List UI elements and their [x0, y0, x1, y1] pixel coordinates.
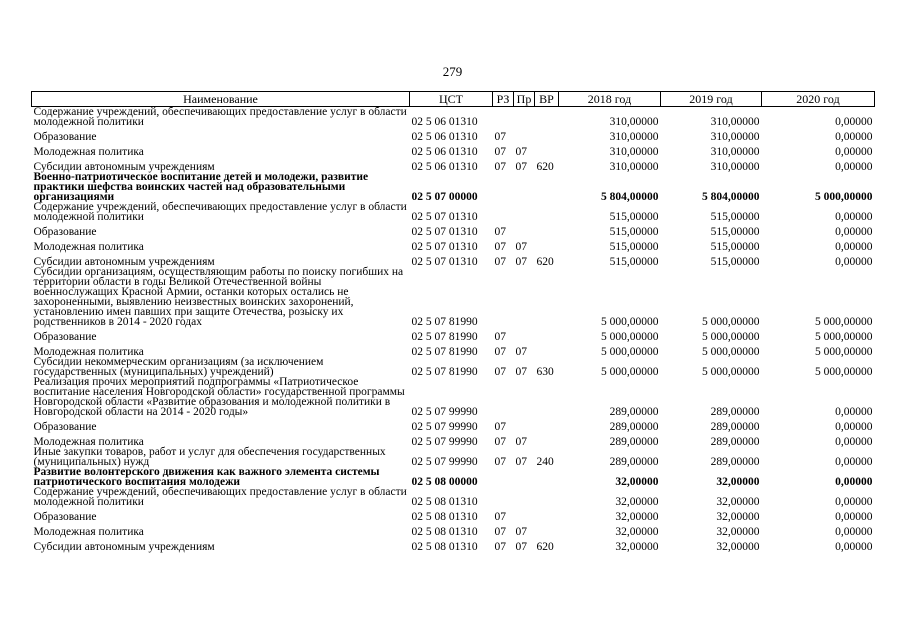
cell-pr: [514, 202, 535, 222]
cell-vr: 240: [536, 456, 554, 468]
cell-cst: 02 5 08 01310: [411, 496, 478, 508]
cell-2019: 515,00000: [710, 241, 760, 253]
cell-rz: [493, 467, 514, 487]
table-header-row: [32, 92, 875, 107]
cell-rz: [493, 487, 514, 507]
cell-pr: 07: [515, 161, 527, 173]
cell-rz: [493, 107, 514, 128]
cell-vr: 620: [536, 161, 554, 173]
cell-2018: 5 000,00000: [601, 331, 659, 343]
cell-cst: 02 5 07 81990: [411, 331, 478, 343]
cell-2020: 5 000,00000: [815, 346, 873, 358]
cell-name: Содержание учреждений, обеспечивающих предоставление услуг в области молодежной политики: [33, 201, 407, 223]
cell-2018: 5 804,00000: [601, 191, 659, 203]
header-vr: ВР: [535, 92, 559, 107]
cell-cst: 02 5 06 01310: [411, 116, 478, 128]
header-2019: 2019 год: [661, 92, 762, 107]
cell-vr: [535, 522, 559, 537]
cell-cst: 02 5 06 01310: [411, 146, 478, 158]
cell-2019: 5 000,00000: [702, 316, 760, 328]
cell-2020: 0,00000: [835, 436, 873, 448]
cell-2019: 32,00000: [716, 526, 760, 538]
cell-2018: 289,00000: [609, 436, 659, 448]
table-row: [32, 522, 875, 537]
cell-vr: [535, 267, 559, 327]
table-row: [32, 202, 875, 222]
cell-2020: 0,00000: [835, 226, 873, 238]
cell-pr: 07: [515, 526, 527, 538]
table-row: [32, 507, 875, 522]
cell-2018: 32,00000: [615, 496, 659, 508]
cell-2018: 515,00000: [609, 226, 659, 238]
cell-2019: 310,00000: [710, 116, 760, 128]
cell-cst: 02 5 07 81990: [411, 346, 478, 358]
cell-pr: [514, 417, 535, 432]
cell-2019: 310,00000: [710, 131, 760, 143]
cell-cst: 02 5 08 00000: [411, 476, 478, 488]
cell-2019: 515,00000: [710, 256, 760, 268]
cell-name: Образование: [33, 331, 97, 343]
cell-2019: 515,00000: [710, 226, 760, 238]
cell-cst: 02 5 07 01310: [411, 226, 478, 238]
cell-rz: 07: [494, 241, 506, 253]
cell-vr: [535, 432, 559, 447]
cell-vr: 620: [536, 541, 554, 553]
cell-name: Молодежная политика: [33, 146, 144, 158]
cell-pr: 07: [515, 256, 527, 268]
cell-pr: 07: [515, 436, 527, 448]
cell-2018: 515,00000: [609, 211, 659, 223]
cell-2018: 5 000,00000: [601, 366, 659, 378]
cell-rz: [493, 377, 514, 417]
cell-name: Субсидии автономным учреждениям: [33, 256, 215, 268]
cell-name: Военно-патриотическое воспитание детей и молодежи, развитие практики шефства воинских частей над образовательными организациями: [33, 171, 369, 203]
cell-vr: [535, 467, 559, 487]
table-row: [32, 267, 875, 327]
cell-2020: 5 000,00000: [815, 331, 873, 343]
cell-2019: 310,00000: [710, 161, 760, 173]
cell-pr: [514, 222, 535, 237]
table-row: [32, 327, 875, 342]
cell-2018: 32,00000: [615, 511, 659, 523]
table-row: [32, 537, 875, 552]
cell-2019: 289,00000: [710, 406, 760, 418]
cell-rz: 07: [494, 366, 506, 378]
budget-table: [31, 91, 875, 552]
cell-2019: 289,00000: [710, 436, 760, 448]
cell-rz: 07: [494, 131, 506, 143]
cell-rz: 07: [494, 226, 506, 238]
cell-2019: 32,00000: [716, 541, 760, 553]
cell-2018: 32,00000: [615, 526, 659, 538]
cell-vr: [535, 342, 559, 357]
cell-2020: 0,00000: [835, 131, 873, 143]
table-row: [32, 487, 875, 507]
cell-vr: [535, 417, 559, 432]
cell-vr: [535, 327, 559, 342]
cell-vr: [535, 507, 559, 522]
cell-2018: 310,00000: [609, 161, 659, 173]
cell-vr: [535, 222, 559, 237]
cell-rz: [493, 172, 514, 202]
header-pr: Пр: [514, 92, 535, 107]
cell-cst: 02 5 07 01310: [411, 241, 478, 253]
cell-name: Молодежная политика: [33, 436, 144, 448]
cell-2020: 0,00000: [835, 116, 873, 128]
cell-2020: 0,00000: [835, 476, 873, 488]
cell-cst: 02 5 07 81990: [411, 316, 478, 328]
cell-cst: 02 5 07 99990: [411, 456, 478, 468]
cell-2019: 289,00000: [710, 421, 760, 433]
cell-pr: [514, 172, 535, 202]
cell-name: Субсидии организациям, осуществляющим работы по поиску погибших на территории области в годы Великой Отечественной войны военнослужащих Красной Армии, останки которых остались не захороненными, выявлению неизвестных воинских захоронений, установлению имен павших при защите Отечества, розыску их родственников в 2014 - 2020 годах: [33, 266, 404, 328]
cell-2018: 310,00000: [609, 131, 659, 143]
cell-cst: 02 5 08 01310: [411, 541, 478, 553]
cell-cst: 02 5 08 01310: [411, 526, 478, 538]
cell-2019: 5 000,00000: [702, 366, 760, 378]
cell-2018: 289,00000: [609, 421, 659, 433]
cell-name: Молодежная политика: [33, 526, 144, 538]
cell-2020: 0,00000: [835, 241, 873, 253]
cell-2020: 0,00000: [835, 256, 873, 268]
table-row: [32, 157, 875, 172]
cell-name: Образование: [33, 421, 97, 433]
cell-2019: 32,00000: [716, 476, 760, 488]
cell-rz: 07: [494, 256, 506, 268]
cell-2020: 5 000,00000: [815, 191, 873, 203]
cell-cst: 02 5 07 00000: [411, 191, 478, 203]
cell-pr: [514, 107, 535, 128]
cell-2019: 5 000,00000: [702, 331, 760, 343]
cell-name: Образование: [33, 131, 97, 143]
cell-2020: 0,00000: [835, 406, 873, 418]
table-row: [32, 432, 875, 447]
cell-2018: 5 000,00000: [601, 346, 659, 358]
table-row: [32, 357, 875, 377]
cell-cst: 02 5 06 01310: [411, 161, 478, 173]
cell-vr: [535, 237, 559, 252]
cell-2020: 0,00000: [835, 161, 873, 173]
cell-name: Субсидии автономным учреждениям: [33, 161, 215, 173]
cell-2018: 289,00000: [609, 456, 659, 468]
cell-pr: 07: [515, 241, 527, 253]
cell-2018: 32,00000: [615, 541, 659, 553]
cell-name: Содержание учреждений, обеспечивающих предоставление услуг в области молодежной политики: [33, 106, 407, 128]
cell-name: Субсидии автономным учреждениям: [33, 541, 215, 553]
cell-name: Молодежная политика: [33, 241, 144, 253]
cell-rz: 07: [494, 421, 506, 433]
cell-pr: [514, 327, 535, 342]
cell-name: Реализация прочих мероприятий подпрограммы «Патриотическое воспитание населения Новгородской области» государственной программы Новгородской области «Развитие образования и молодежной политики в Новгородской области на 2014 - 2020 годы»: [33, 376, 405, 418]
cell-rz: [493, 202, 514, 222]
cell-pr: 07: [515, 346, 527, 358]
cell-cst: 02 5 07 99990: [411, 421, 478, 433]
cell-rz: [493, 267, 514, 327]
cell-name: Содержание учреждений, обеспечивающих предоставление услуг в области молодежной политики: [33, 486, 407, 508]
cell-name: Образование: [33, 511, 97, 523]
cell-2020: 0,00000: [835, 211, 873, 223]
cell-2020: 0,00000: [835, 146, 873, 158]
cell-rz: 07: [494, 541, 506, 553]
cell-rz: 07: [494, 511, 506, 523]
cell-rz: 07: [494, 526, 506, 538]
table-row: [32, 342, 875, 357]
header-2018: 2018 год: [559, 92, 661, 107]
cell-cst: 02 5 07 99990: [411, 406, 478, 418]
table-row: [32, 237, 875, 252]
cell-vr: [535, 377, 559, 417]
cell-2020: 5 000,00000: [815, 316, 873, 328]
header-2020: 2020 год: [762, 92, 875, 107]
cell-vr: [535, 142, 559, 157]
cell-2019: 310,00000: [710, 146, 760, 158]
table-row: [32, 377, 875, 417]
table-row: [32, 467, 875, 487]
cell-2020: 0,00000: [835, 421, 873, 433]
cell-vr: [535, 107, 559, 128]
cell-pr: 07: [515, 366, 527, 378]
table-row: [32, 107, 875, 128]
cell-rz: 07: [494, 456, 506, 468]
cell-2020: 0,00000: [835, 456, 873, 468]
cell-cst: 02 5 06 01310: [411, 131, 478, 143]
cell-cst: 02 5 07 01310: [411, 211, 478, 223]
page-number: 279: [442, 64, 463, 79]
cell-vr: [535, 127, 559, 142]
cell-2018: 515,00000: [609, 256, 659, 268]
cell-vr: 620: [536, 256, 554, 268]
cell-pr: 07: [515, 456, 527, 468]
table-row: [32, 142, 875, 157]
cell-2018: 310,00000: [609, 116, 659, 128]
cell-2018: 5 000,00000: [601, 316, 659, 328]
cell-rz: 07: [494, 331, 506, 343]
cell-vr: [535, 487, 559, 507]
cell-vr: [535, 172, 559, 202]
cell-2018: 515,00000: [609, 241, 659, 253]
cell-rz: 07: [494, 161, 506, 173]
cell-cst: 02 5 07 81990: [411, 366, 478, 378]
cell-vr: 630: [536, 366, 554, 378]
cell-2019: 32,00000: [716, 511, 760, 523]
cell-rz: 07: [494, 146, 506, 158]
header-name: Наименование: [32, 92, 410, 107]
cell-pr: [514, 127, 535, 142]
table-row: [32, 222, 875, 237]
cell-pr: [514, 377, 535, 417]
cell-name: Образование: [33, 226, 97, 238]
cell-rz: 07: [494, 436, 506, 448]
table-row: [32, 127, 875, 142]
header-cst: ЦСТ: [410, 92, 493, 107]
table-row: [32, 252, 875, 267]
cell-2019: 5 804,00000: [702, 191, 760, 203]
cell-2019: 515,00000: [710, 211, 760, 223]
cell-pr: [514, 487, 535, 507]
cell-cst: 02 5 07 99990: [411, 436, 478, 448]
cell-2019: 289,00000: [710, 456, 760, 468]
cell-name: Субсидии некоммерческим организациям (за исключением государственных (муниципальных) учреждений): [33, 356, 324, 378]
cell-2020: 0,00000: [835, 541, 873, 553]
cell-name: Иные закупки товаров, работ и услуг для обеспечения государственных (муниципальных) нужд: [33, 446, 386, 468]
table-row: [32, 417, 875, 432]
cell-2019: 5 000,00000: [702, 346, 760, 358]
cell-2020: 0,00000: [835, 511, 873, 523]
cell-pr: [514, 467, 535, 487]
cell-name: Развитие волонтерского движения как важного элемента системы патриотического воспитания молодежи: [33, 466, 380, 488]
cell-pr: [514, 507, 535, 522]
cell-pr: 07: [515, 541, 527, 553]
cell-2020: 0,00000: [835, 496, 873, 508]
cell-2018: 289,00000: [609, 406, 659, 418]
cell-pr: 07: [515, 146, 527, 158]
cell-2020: 5 000,00000: [815, 366, 873, 378]
cell-2018: 310,00000: [609, 146, 659, 158]
cell-pr: [514, 267, 535, 327]
cell-2020: 0,00000: [835, 526, 873, 538]
cell-rz: 07: [494, 346, 506, 358]
table-row: [32, 172, 875, 202]
cell-name: Молодежная политика: [33, 346, 144, 358]
cell-2019: 32,00000: [716, 496, 760, 508]
header-rz: РЗ: [493, 92, 514, 107]
table-row: [32, 447, 875, 467]
cell-cst: 02 5 07 01310: [411, 256, 478, 268]
cell-2018: 32,00000: [615, 476, 659, 488]
cell-cst: 02 5 08 01310: [411, 511, 478, 523]
cell-vr: [535, 202, 559, 222]
